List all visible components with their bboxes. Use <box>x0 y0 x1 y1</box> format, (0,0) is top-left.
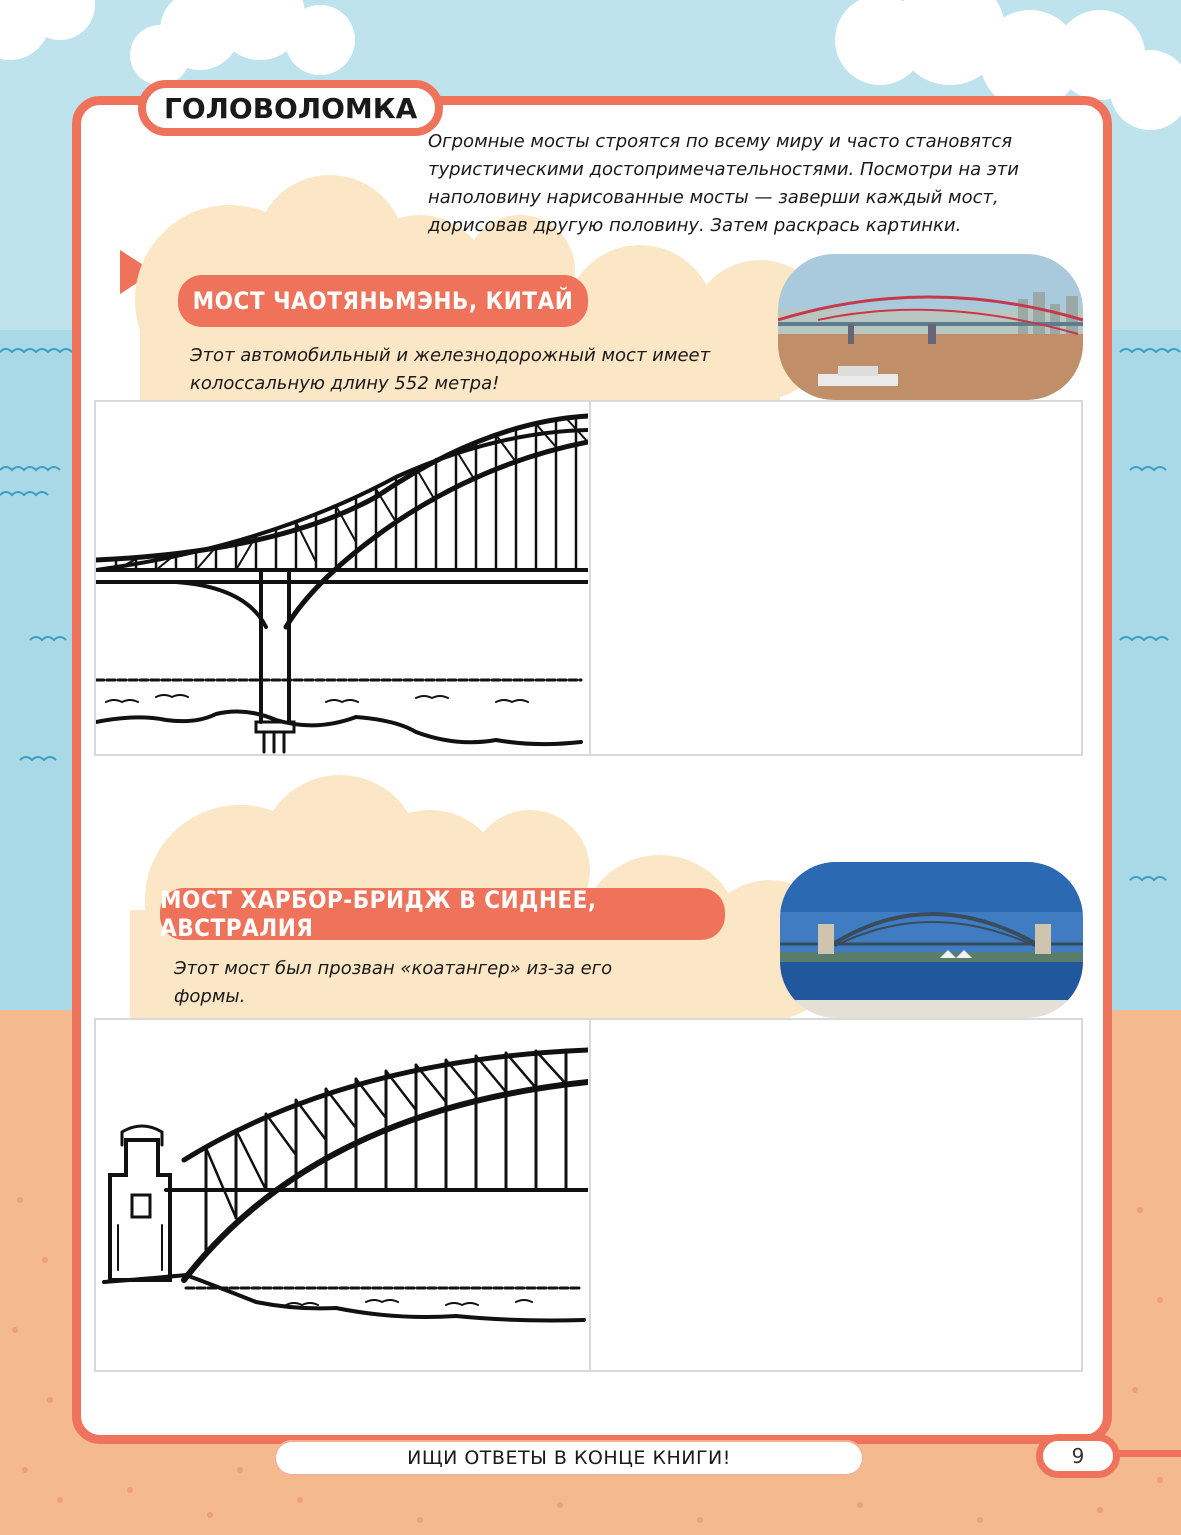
bridge-1-divider <box>589 402 591 754</box>
bridge-1-half-drawing <box>96 402 588 754</box>
bridge-2-description: Этот мост был прозван «коатангер» из-за его формы. <box>174 958 613 1007</box>
bridge-2-divider <box>589 1020 591 1370</box>
page-title: ГОЛОВОЛОМКА <box>138 80 443 136</box>
bridge-1-description: Этот автомобильный и железнодорожный мост имеет колоссальную длину 552 метра! <box>190 345 711 394</box>
bridge-1-heading: МОСТ ЧАОТЯНЬМЭНЬ, КИТАЙ <box>178 275 588 327</box>
intro-text: Огромные мосты строятся по всему миру и часто становятся туристическими достопримечательностями. Посмотри на эти наполовину нарисованные мосты — заверши каждый мост, дорисовав другую половину. Затем раскрась картинки. <box>428 131 1019 236</box>
bridge-1-photo <box>778 254 1083 400</box>
bridge-2-heading: МОСТ ХАРБОР-БРИДЖ В СИДНЕЕ, АВСТРАЛИЯ <box>160 888 725 940</box>
bridge-2-photo <box>780 862 1083 1018</box>
page-number-line <box>1118 1450 1181 1457</box>
chaotianmen-photo-image <box>778 254 1083 400</box>
answers-note: ИЩИ ОТВЕТЫ В КОНЦЕ КНИГИ! <box>274 1440 864 1476</box>
harbour-bridge-photo-image <box>780 862 1083 1018</box>
bridge-2-half-drawing <box>96 1020 588 1370</box>
page-number: 9 <box>1036 1434 1120 1478</box>
